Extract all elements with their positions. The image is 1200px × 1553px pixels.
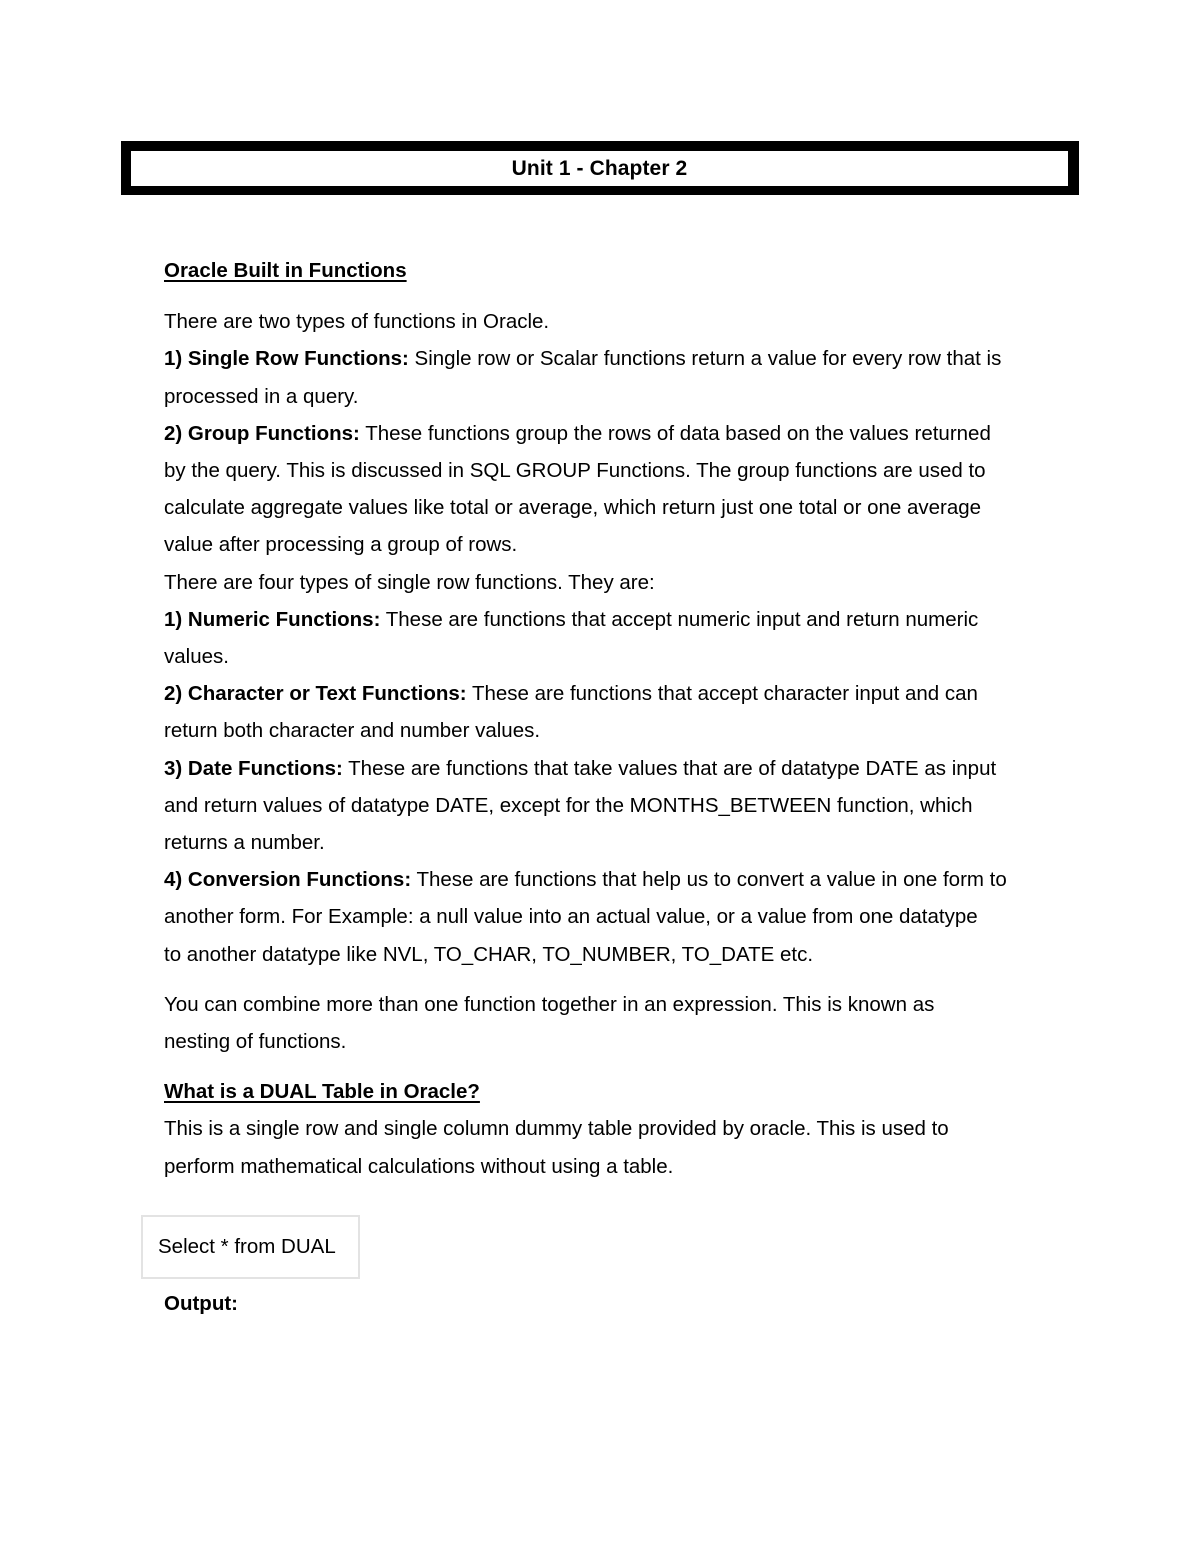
single-row-type-label: 4) Conversion Functions:: [164, 868, 412, 892]
function-type-text: value after processing a group of rows.: [164, 533, 518, 557]
function-type-single-row: [164, 340, 1044, 414]
single-row-type-text: These are functions that take values that are of datatype DATE as input: [342, 756, 997, 780]
function-type-label: 1) Single Row Functions:: [164, 347, 409, 371]
chapter-title: Unit 1 - Chapter 2: [511, 156, 688, 180]
single-row-type-text: These are functions that accept numeric input and return numeric: [380, 607, 979, 631]
document-body: [164, 252, 1044, 1185]
nesting-paragraph: [164, 986, 1044, 1060]
intro-text: There are two types of functions in Oracle.: [164, 310, 550, 334]
function-type-label: 2) Group Functions:: [164, 421, 360, 445]
single-row-intro: There are four types of single row functions. They are:: [164, 570, 655, 594]
nesting-text: nesting of functions.: [164, 1030, 347, 1054]
single-row-type-text: returns a number.: [164, 831, 325, 855]
single-row-type-label: 1) Numeric Functions:: [164, 607, 381, 631]
chapter-title-box: [121, 141, 1079, 195]
function-type-text: These functions group the rows of data based on the values returned: [359, 421, 991, 445]
code-snippet-box: [141, 1215, 360, 1279]
dual-description: This is a single row and single column dummy table provided by oracle. This is used to: [164, 1117, 949, 1141]
single-row-type-date: [164, 750, 1044, 862]
single-row-type-text: and return values of datatype DATE, except for the MONTHS_BETWEEN function, which: [164, 793, 973, 817]
output-label: Output:: [164, 1292, 238, 1315]
single-row-type-numeric: [164, 601, 1044, 675]
single-row-type-text: These are functions that help us to convert a value in one form to: [411, 868, 1007, 892]
single-row-type-conversion: [164, 861, 1044, 973]
nesting-text: You can combine more than one function together in an expression. This is known as: [164, 992, 935, 1016]
single-row-type-label: 3) Date Functions:: [164, 756, 343, 780]
single-row-type-text: These are functions that accept character input and can: [466, 682, 978, 706]
function-type-text: Single row or Scalar functions return a value for every row that is: [408, 347, 1002, 371]
function-type-text: by the query. This is discussed in SQL GROUP Functions. The group functions are used to: [164, 459, 986, 483]
section-heading-dual-table: What is a DUAL Table in Oracle?: [164, 1080, 480, 1104]
single-row-type-character: [164, 675, 1044, 749]
section-heading-builtin-functions: Oracle Built in Functions: [164, 259, 407, 282]
dual-description: perform mathematical calculations without using a table.: [164, 1154, 674, 1178]
single-row-type-text: values.: [164, 645, 229, 669]
single-row-type-label: 2) Character or Text Functions:: [164, 682, 467, 706]
single-row-type-text: another form. For Example: a null value into an actual value, or a value from one datatype: [164, 905, 978, 929]
code-snippet: Select * from DUAL: [158, 1235, 336, 1258]
function-type-text: calculate aggregate values like total or average, which return just one total or one average: [164, 496, 982, 520]
single-row-type-text: to another datatype like NVL, TO_CHAR, TO_NUMBER, TO_DATE etc.: [164, 942, 814, 966]
single-row-type-text: return both character and number values.: [164, 719, 541, 743]
function-type-group: [164, 415, 1044, 564]
function-type-text: processed in a query.: [164, 384, 359, 408]
